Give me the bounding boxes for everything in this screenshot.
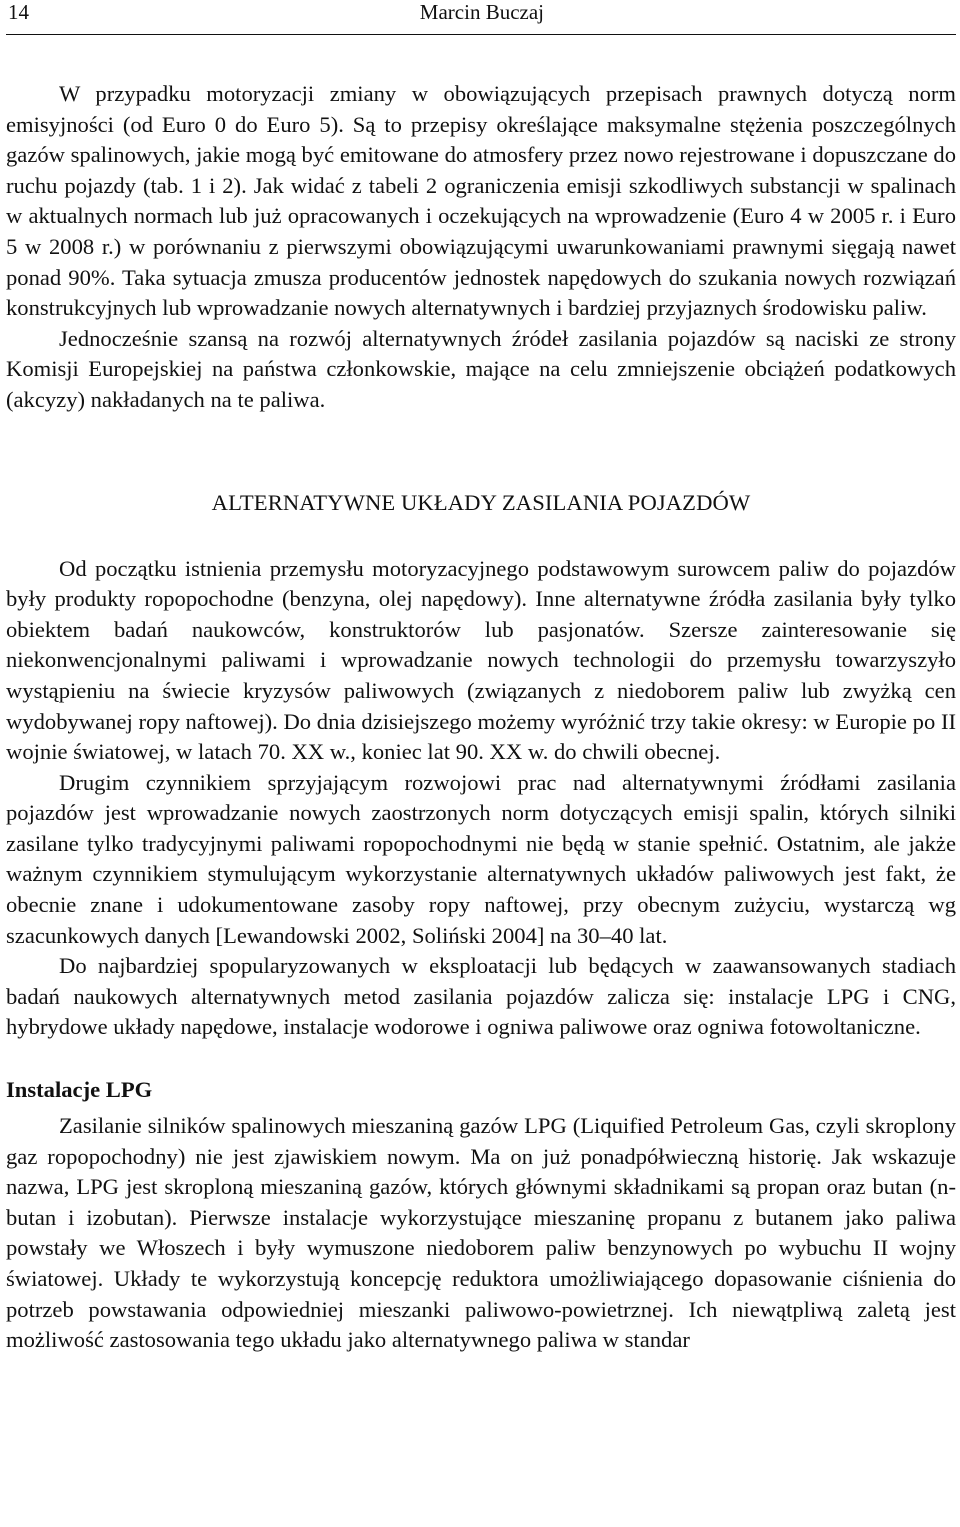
running-header-author: Marcin Buczaj (419, 0, 544, 24)
paragraph: Jednocześnie szansą na rozwój alternatywnych źródeł zasilania pojazdów są naciski ze strony Komisji Europejskiej na państwa członkowskie, mające na celu zmniejszenie obciążeń podatkowych (akcyzy) nakładanych na te paliwa. (6, 325, 956, 412)
subsection-heading: Instalacje LPG (6, 1077, 153, 1103)
paragraph: Drugim czynnikiem sprzyjającym rozwojowi prac nad alternatywnymi źródłami zasilania pojazdów jest wprowadzanie nowych zaostrzonych norm dotyczących emisji spalin, których silniki zasilane tylko tradycyjnymi paliwami ropopochodnymi nie będą w stanie spełnić. Ostatnim, ale jakże ważnym czynnikiem stymulującym wykorzystanie alternatywnych układów paliwowych jest fakt, że obecnie znane i udokumentowane zasoby ropy naftowej, przy obecnym zużyciu, wystarczą wg szacunkowych danych [Lewandowski 2002, Soliński 2004] na 30–40 lat. (6, 769, 956, 948)
paragraph: W przypadku motoryzacji zmiany w obowiązujących przepisach prawnych dotyczą norm emisyjności (od Euro 0 do Euro 5). Są to przepisy określające maksymalne stężenia poszczególnych gazów spalinowych, jakie mogą być emitowane do atmosfery przez nowo rejestrowane i dopuszczane do ruchu pojazdy (tab. 1 i 2). Jak widać z tabeli 2 ograniczenia emisji szkodliwych substancji w spalinach w aktualnych normach lub już opracowanych i oczekujących na wprowadzenie (Euro 4 w 2005 r. i Euro 5 w 2008 r.) w porównaniu z pierwszymi obowiązującymi uwarunkowaniami prawnymi sięgają nawet ponad 90%. Taka sytuacja zmusza producentów jednostek napędowych do szukania nowych rozwiązań konstrukcyjnych lub wprowadzanie nowych alternatywnych i bardziej przyjaznych środowisku paliw. (6, 81, 956, 321)
page-number: 14 (8, 0, 29, 24)
running-header (6, 0, 956, 35)
paragraph: Zasilanie silników spalinowych mieszaniną gazów LPG (Liquified Petroleum Gas, czyli skroplony gaz ropopochodny) nie jest zjawiskiem nowym. Ma on już ponadpółwieczną historię. Jak wskazuje nazwa, LPG jest skroploną mieszaniną gazów, których głównymi składnikami są propan oraz butan (n-butan i izobutan). Pierwsze instalacje wykorzystujące mieszaninę propanu z butanem jako paliwa powstały we Włoszech i były wymuszone niedoborem paliw benzynowych po wybuchu II wojny światowej. Układy te wykorzystują koncepcję reduktora umożliwiającego dopasowanie ciśnienia do potrzeb powstawania odpowiedniej mieszanki paliwowo-powietrznej. Ich niewątpliwą zaletą jest możliwość zastosowania tego układu jako alternatywnego paliwa w standar (6, 1113, 956, 1353)
paragraph: Od początku istnienia przemysłu motoryzacyjnego podstawowym surowcem paliw do pojazdów były produkty ropopochodne (benzyna, olej napędowy). Inne alternatywne źródła zasilania były tylko obiektem badań naukowców, konstruktorów lub pasjonatów. Szersze zainteresowanie się niekonwencjonalnymi paliwami i wprowadzanie nowych technologii do przemysłu towarzyszyło wystąpieniu na świecie kryzysów paliwowych (związanych z niedoborem paliw lub zwyżką cen wydobywanej ropy naftowej). Do dnia dzisiejszego możemy wyróżnić trzy takie okresy: w Europie po II wojnie światowej, w latach 70. XX w., koniec lat 90. XX w. do chwili obecnej. (6, 555, 956, 765)
body-text (6, 79, 956, 1356)
section-heading: ALTERNATYWNE UKŁADY ZASILANIA POJAZDÓW (211, 489, 751, 515)
paragraph: Do najbardziej spopularyzowanych w eksploatacji lub będących w zaawansowanych stadiach badań naukowych alternatywnych metod zasilania pojazdów zalicza się: instalacje LPG i CNG, hybrydowe układy napędowe, instalacje wodorowe i ogniwa paliwowe oraz ogniwa fotowoltaniczne. (6, 953, 956, 1040)
